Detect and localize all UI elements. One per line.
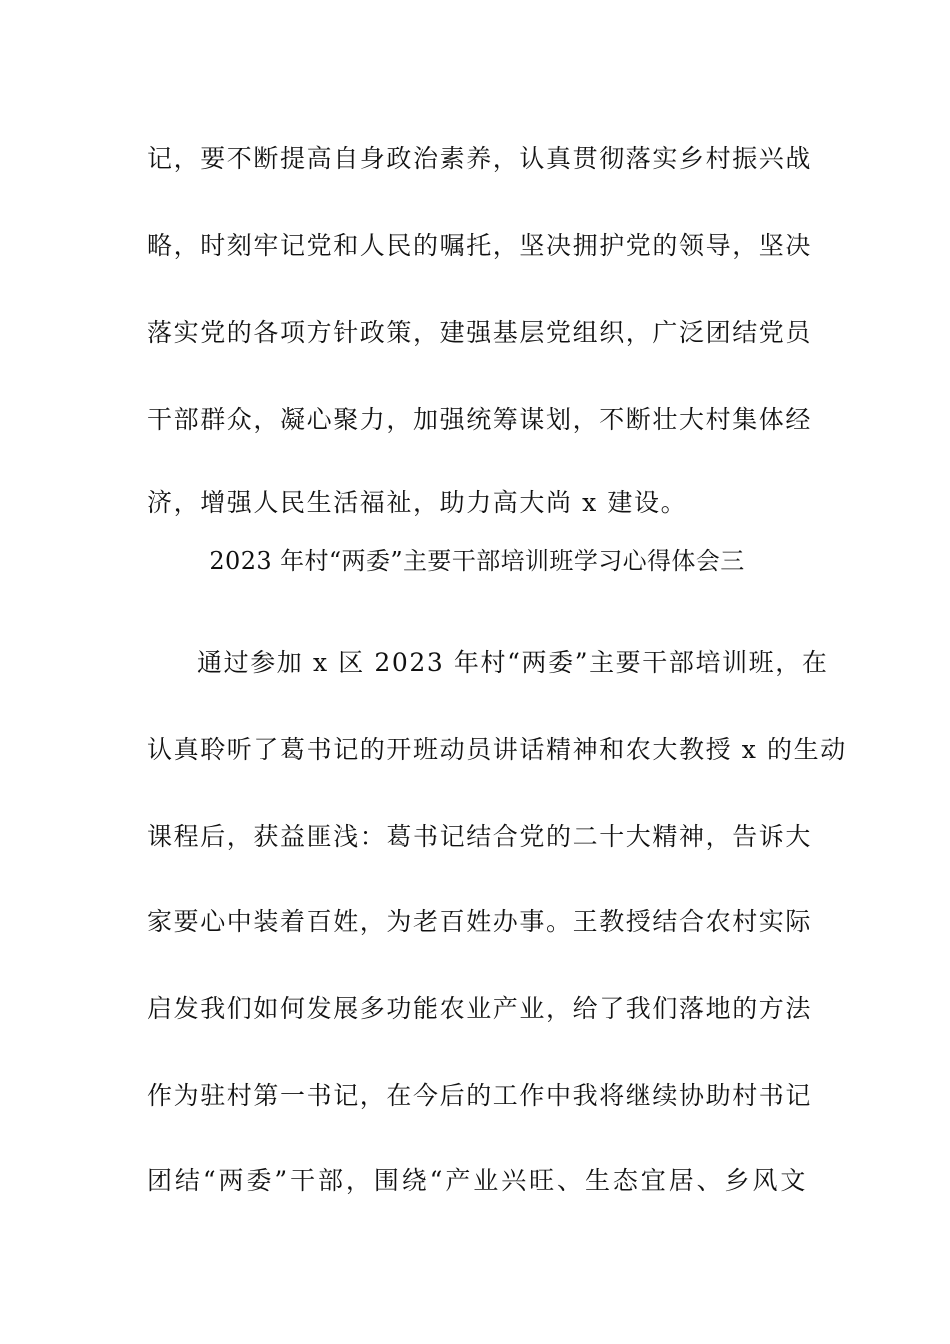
body-text-line: 家要心中装着百姓，为老百姓办事。王教授结合农村实际 xyxy=(147,907,813,936)
body-text-line: 课程后，获益匪浅：葛书记结合党的二十大精神，告诉大 xyxy=(147,822,813,851)
body-text-line: 干部群众，凝心聚力，加强统筹谋划，不断壮大村集体经 xyxy=(147,405,813,434)
section-title: 2023 年村“两委”主要干部培训班学习心得体会三 xyxy=(209,547,745,575)
body-text-line: 济，增强人民生活福祉，助力高大尚 x 建设。 xyxy=(147,488,688,517)
body-text-line: 通过参加 x 区 2023 年村“两委”主要干部培训班，在 xyxy=(197,648,829,677)
body-text-line: 作为驻村第一书记，在今后的工作中我将继续协助村书记 xyxy=(147,1081,813,1110)
body-text-line: 略，时刻牢记党和人民的嘱托，坚决拥护党的领导，坚决 xyxy=(147,231,813,260)
body-text-line: 认真聆听了葛书记的开班动员讲话精神和农大教授 x 的生动 xyxy=(147,735,847,764)
body-text-line: 团结“两委”干部，围绕“产业兴旺、生态宜居、乡风文 xyxy=(147,1166,807,1195)
body-text-line: 记，要不断提高自身政治素养，认真贯彻落实乡村振兴战 xyxy=(147,144,813,173)
body-text-line: 落实党的各项方针政策，建强基层党组织，广泛团结党员 xyxy=(147,318,813,347)
body-text-line: 启发我们如何发展多功能农业产业，给了我们落地的方法 xyxy=(147,994,813,1023)
